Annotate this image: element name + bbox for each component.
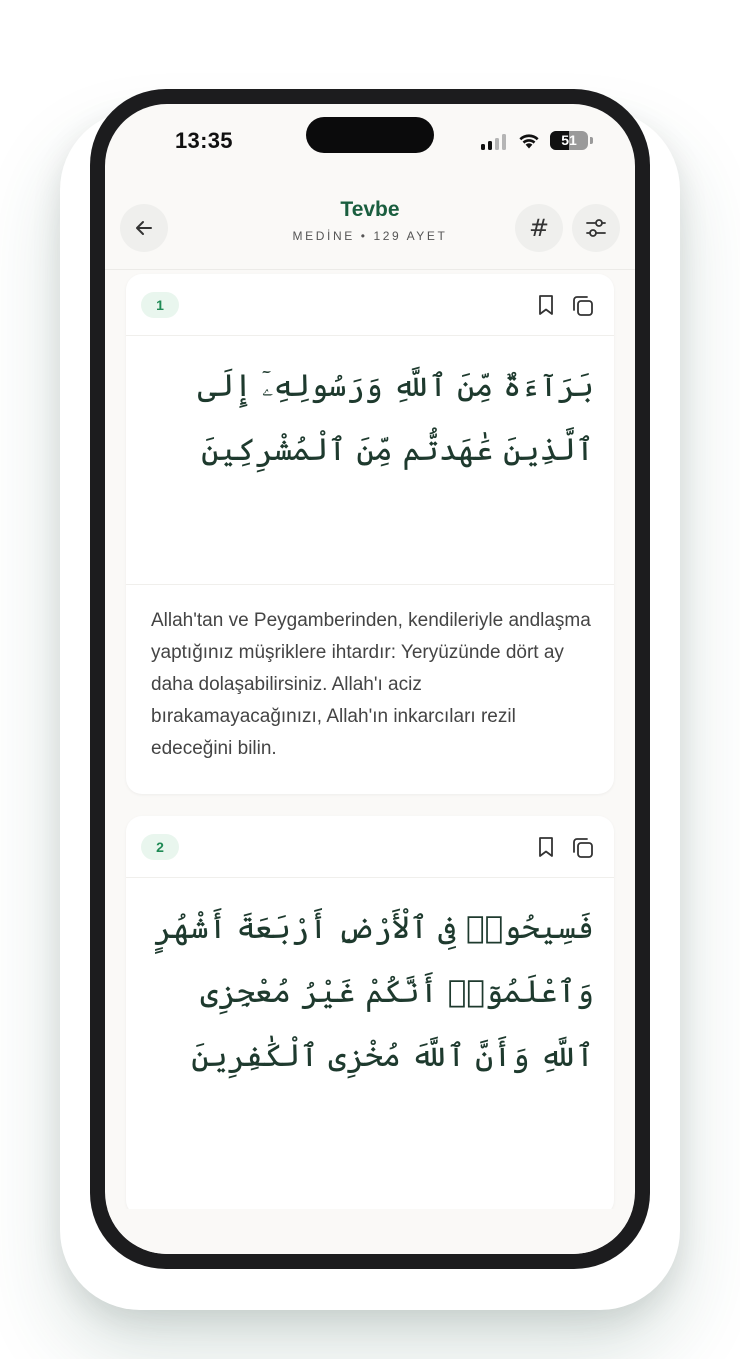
copy-icon[interactable] (570, 293, 596, 319)
verse-card-toolbar (126, 816, 614, 878)
bookmark-icon[interactable] (534, 835, 558, 859)
verse-number-badge: 1 (141, 292, 179, 318)
wifi-icon (517, 130, 541, 150)
verse-card-toolbar (126, 274, 614, 336)
surah-header (105, 182, 635, 270)
reader-settings-button[interactable] (572, 204, 620, 252)
verse-card (126, 274, 614, 794)
dynamic-island (306, 117, 434, 153)
back-button[interactable] (120, 204, 168, 252)
arabic-verse-text: فَسِيحُوا۟ فِى ٱلْأَرْضِ أَرْبَعَةَ أَشْهُرٍ وَٱعْلَمُوٓا۟ أَنَّكُمْ غَيْرُ مُعْجِزِى ٱللَّهِ وَأَنَّ ٱللَّهَ مُخْزِى ٱلْكَٰفِرِينَ (154, 910, 594, 1074)
battery-level: 51 (561, 132, 577, 148)
cellular-signal-icon (481, 134, 509, 150)
hash-icon: # (528, 214, 550, 242)
arabic-verse-text: بَرَآءَةٌ مِّنَ ٱللَّهِ وَرَسُولِهِۦٓ إِلَى ٱلَّذِينَ عَٰهَدتُّم مِّنَ ٱلْمُشْرِكِينَ (197, 368, 594, 468)
app-screen (105, 104, 635, 1254)
verse-jump-button[interactable] (515, 204, 563, 252)
bookmark-icon[interactable] (534, 293, 558, 317)
verse-number-badge: 2 (141, 834, 179, 860)
arrow-left-icon (132, 216, 156, 240)
verse-translation: Allah'tan ve Peygamberinden, kendileriyle andlaşma yaptığınız müşriklere ihtardır: Yeryüzünde dört ay daha dolaşabilirsiniz. Allah'ı aciz bırakamayacağınızı, Allah'ın inkarcıları rezil edeceğini bilin. (151, 610, 591, 759)
sliders-icon (584, 216, 608, 240)
battery-icon (550, 131, 588, 150)
bottom-safe-area (105, 1209, 635, 1254)
verse-card (126, 816, 614, 1216)
copy-icon[interactable] (570, 835, 596, 861)
surah-title: Tevbe (340, 198, 400, 221)
phone-frame (90, 89, 650, 1269)
status-time: 13:35 (175, 128, 233, 153)
surah-subtitle: MEDİNE • 129 AYET (292, 229, 448, 243)
status-bar (105, 104, 635, 182)
battery-nub (590, 137, 593, 144)
translation-section (126, 584, 614, 794)
